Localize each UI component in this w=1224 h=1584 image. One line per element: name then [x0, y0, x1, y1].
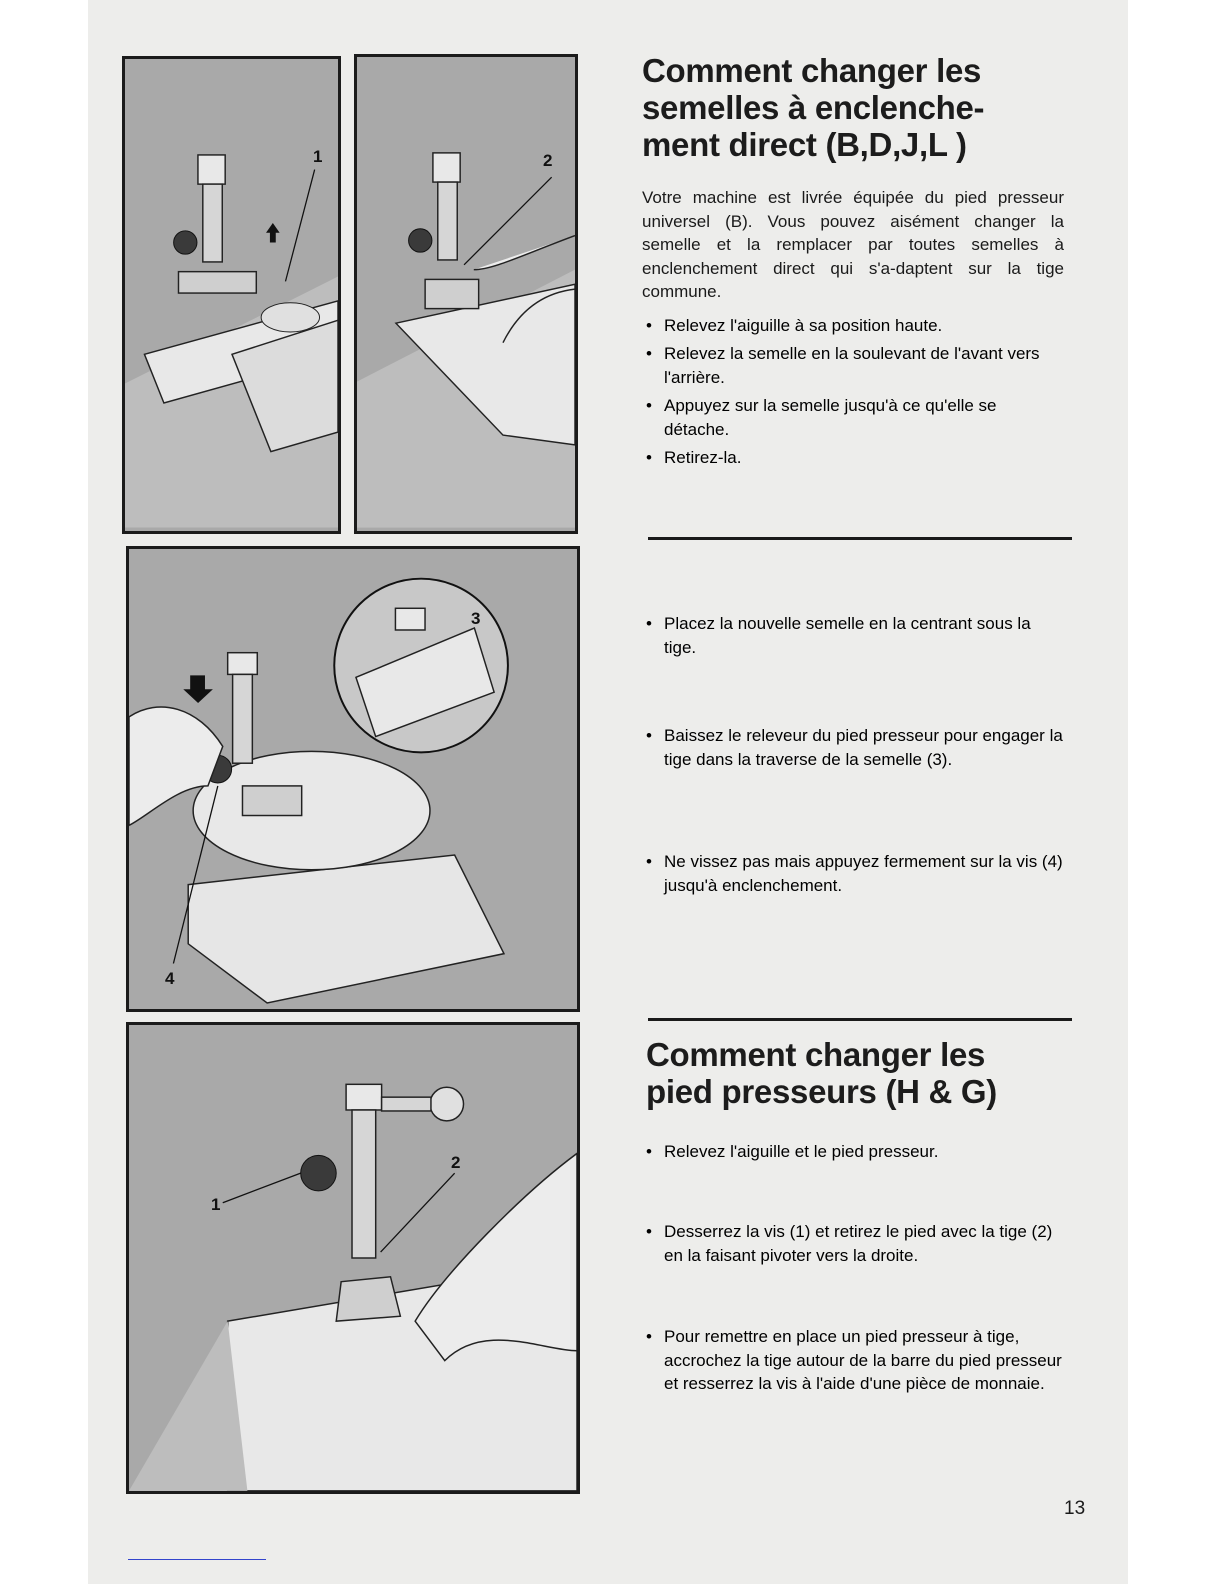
section-3-title-line-1: Comment changer les — [646, 1036, 986, 1073]
bullet-text: Desserrez la vis (1) et retirez le pied avec la tige (2) en la faisant pivoter vers la droite. — [664, 1222, 1053, 1265]
bullet-text: Pour remettre en place un pied presseur à tige, accrochez la tige autour de la barre du pied presseur et resserrez la vis à l'aide d'une pièce de monnaie. — [664, 1327, 1062, 1393]
section-1-title-line-3: ment direct (B,D,J,L ) — [642, 126, 967, 163]
figure-1-raise-sole — [122, 56, 341, 534]
figure-4-shank-foot — [126, 1022, 580, 1494]
section-divider — [648, 537, 1072, 540]
bullet-text: Ne vissez pas mais appuyez fermement sur la vis (4) jusqu'à enclenchement. — [664, 852, 1063, 895]
callout-3: 3 — [471, 609, 481, 628]
sole-detach-illustration — [357, 57, 575, 531]
callout-1: 1 — [313, 147, 323, 166]
bullet-text: Baissez le releveur du pied presseur pour engager la tige dans la traverse de la semelle (3). — [664, 726, 1063, 769]
bullet-text: Relevez l'aiguille et le pied presseur. — [664, 1142, 939, 1161]
section-1-title — [642, 52, 1064, 163]
section-3-bullet — [642, 1140, 1064, 1164]
bullet-dot: • — [646, 1327, 652, 1346]
section-1-bullet — [642, 446, 1064, 470]
figure-2-detach-sole — [354, 54, 578, 534]
section-3-title-line-2: pied presseurs (H & G) — [646, 1073, 997, 1110]
section-1-bullet — [642, 342, 1064, 389]
link-underline — [128, 1559, 266, 1560]
section-3-bullet — [642, 1325, 1064, 1396]
bullet-text: Placez la nouvelle semelle en la centrant sous la tige. — [664, 614, 1031, 657]
bullet-dot: • — [646, 614, 652, 633]
section-divider — [648, 1018, 1072, 1021]
page-number: 13 — [1064, 1498, 1086, 1519]
section-1-bullet — [642, 394, 1064, 441]
bullet-dot: • — [646, 1142, 652, 1161]
section-2-bullet — [642, 724, 1064, 771]
bullet-text: Relevez la semelle en la soulevant de l'avant vers l'arrière. — [664, 344, 1040, 387]
section-1-title-line-2: semelles à enclenche- — [642, 89, 985, 126]
section-1-intro: Votre machine est livrée équipée du pied presseur universel (B). Vous pouvez aisément changer la semelle et la remplacer par toutes semelles à enclenchement direct qui s'a-daptent sur la tige commune. — [642, 188, 1064, 301]
bullet-dot: • — [646, 1222, 652, 1241]
callout-2-shank: 2 — [451, 1153, 461, 1172]
bullet-dot: • — [646, 448, 652, 467]
bullet-dot: • — [646, 344, 652, 363]
callout-1-screw: 1 — [211, 1195, 221, 1214]
section-1-title-line-1: Comment changer les — [642, 52, 982, 89]
callout-4: 4 — [165, 969, 175, 988]
bullet-text: Relevez l'aiguille à sa position haute. — [664, 316, 943, 335]
bullet-dot: • — [646, 852, 652, 871]
attach-sole-illustration — [129, 549, 577, 1009]
bullet-dot: • — [646, 726, 652, 745]
shank-foot-illustration — [129, 1025, 577, 1491]
section-3-bullet — [642, 1220, 1064, 1267]
sewing-foot-illustration — [125, 59, 338, 531]
figure-3-attach-sole — [126, 546, 580, 1012]
callout-2: 2 — [543, 151, 553, 170]
section-1-bullet — [642, 314, 1064, 338]
bullet-text: Appuyez sur la semelle jusqu'à ce qu'elle se détache. — [664, 396, 997, 439]
section-2-bullet — [642, 850, 1064, 897]
bullet-dot: • — [646, 396, 652, 415]
section-3-title — [646, 1036, 1068, 1110]
section-2-bullet — [642, 612, 1064, 659]
bullet-dot: • — [646, 316, 652, 335]
bullet-text: Retirez-la. — [664, 448, 742, 467]
